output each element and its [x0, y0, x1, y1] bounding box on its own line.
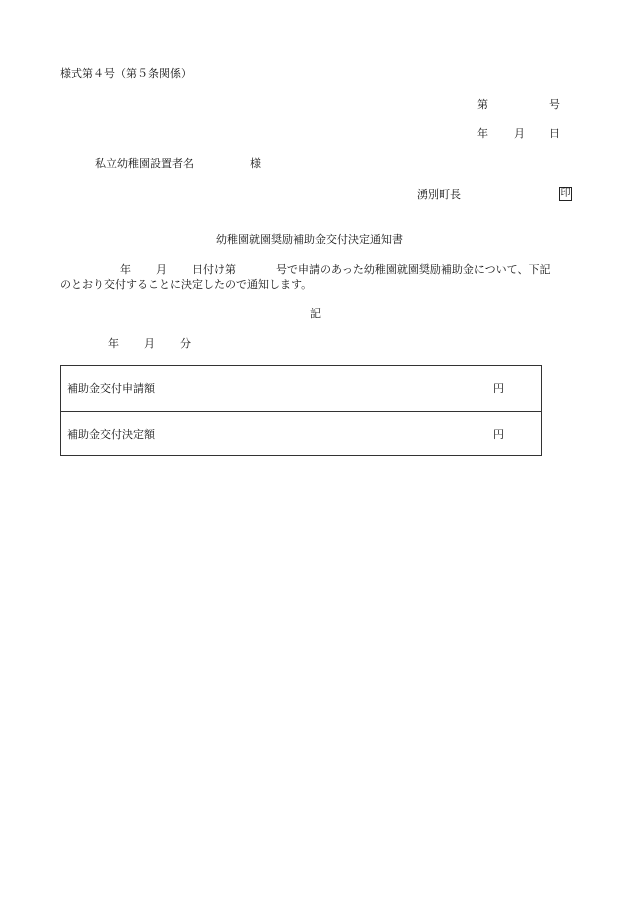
date-month: 月 — [514, 127, 525, 140]
form-number: 様式第４号（第５条関係） — [60, 67, 192, 80]
ki-heading: 記 — [310, 307, 321, 320]
row-label: 補助金交付申請額 — [67, 382, 155, 395]
body-line2: のとおり交付することに決定したので通知します。 — [60, 278, 313, 291]
period-portion: 分 — [180, 337, 191, 350]
table-row — [61, 411, 541, 456]
date-day: 日 — [549, 127, 560, 140]
table-row — [61, 366, 541, 411]
issuer-title: 湧別町長 — [417, 188, 461, 201]
body-year: 年 — [120, 263, 131, 276]
period-month: 月 — [144, 337, 155, 350]
date-year: 年 — [477, 127, 488, 140]
amount-table — [60, 365, 542, 456]
recipient-label: 私立幼稚園設置者名 — [95, 157, 194, 170]
body-dated: 日付け第 — [192, 263, 236, 276]
row-unit: 円 — [493, 382, 504, 395]
body-month: 月 — [156, 263, 167, 276]
row-label: 補助金交付決定額 — [67, 428, 155, 441]
period-year: 年 — [108, 337, 119, 350]
recipient-honorific: 様 — [250, 157, 261, 170]
seal-mark: 印 — [560, 188, 571, 199]
document-title: 幼稚園就園奨励補助金交付決定通知書 — [216, 233, 403, 246]
body-line1-rest: 号で申請のあった幼稚園就園奨励補助金について、下記 — [276, 263, 551, 276]
row-unit: 円 — [493, 428, 504, 441]
doc-number-suffix: 号 — [549, 98, 560, 111]
doc-number-prefix: 第 — [477, 98, 488, 111]
